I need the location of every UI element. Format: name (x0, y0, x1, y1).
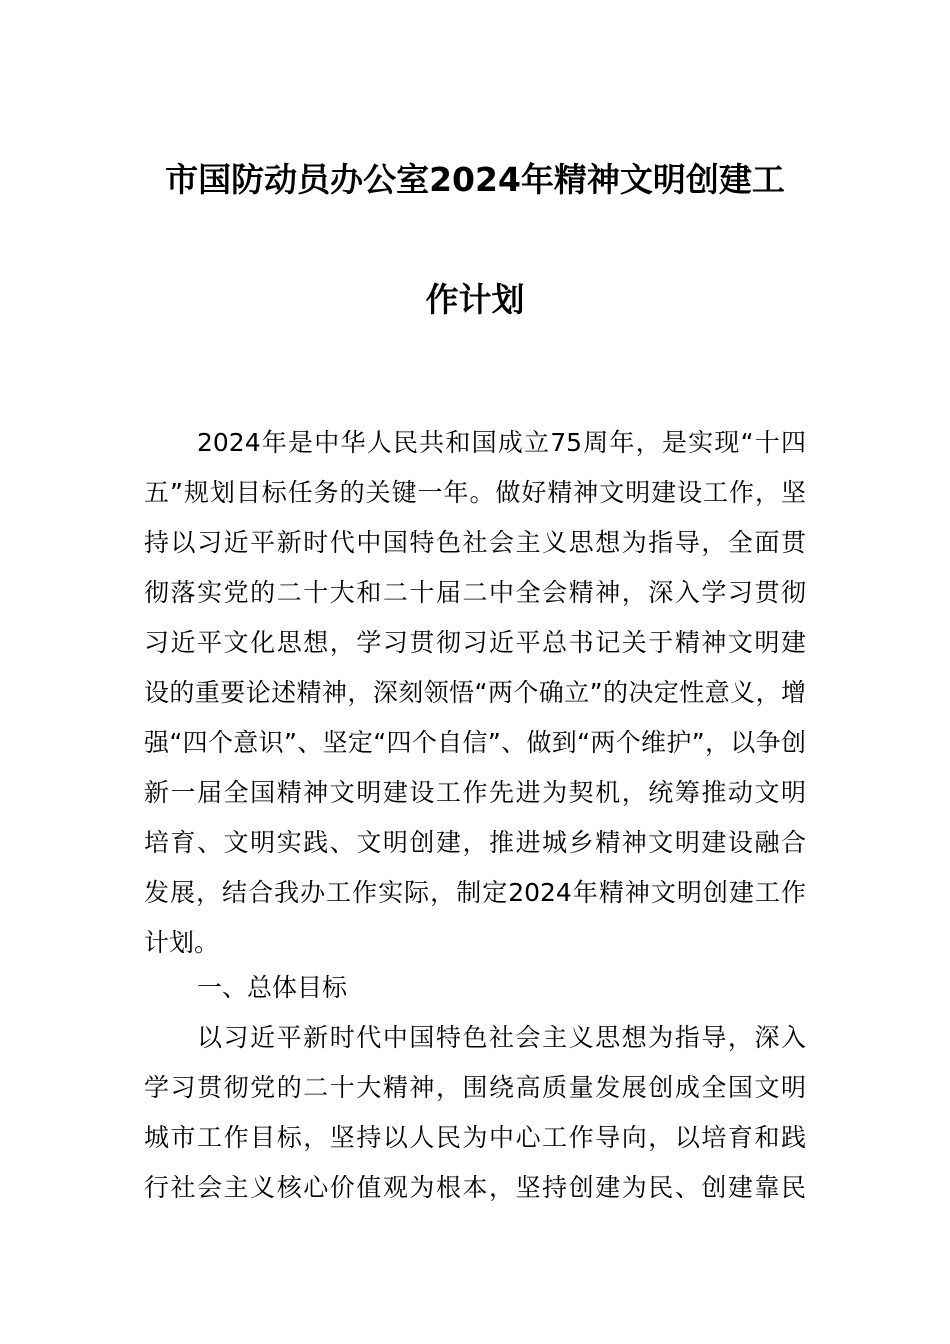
paragraph-line: 新一届全国精神文明建设工作先进为契机，统筹推动文明 (144, 778, 806, 807)
paragraph-line: 学习贯彻党的二十大精神，围绕高质量发展创成全国文明 (144, 1073, 806, 1102)
paragraph-line: 行社会主义核心价值观为根本，坚持创建为民、创建靠民 (144, 1173, 806, 1202)
section-heading-overall-goal: 一、总体目标 (197, 973, 348, 1002)
paragraph-line: 彻落实党的二十大和二十届二中全会精神，深入学习贯彻 (144, 578, 806, 607)
paragraph-line: 设的重要论述精神，深刻领悟“两个确立”的决定性意义，增 (144, 678, 806, 707)
paragraph-line: 习近平文化思想，学习贯彻习近平总书记关于精神文明建 (144, 628, 806, 657)
paragraph-line: 强“四个意识”、坚定“四个自信”、做到“两个维护”，以争创 (144, 728, 806, 757)
paragraph-line: 五”规划目标任务的关键一年。做好精神文明建设工作，坚 (144, 478, 806, 507)
paragraph-line: 城市工作目标，坚持以人民为中心工作导向，以培育和践 (144, 1123, 806, 1152)
paragraph-line: 2024年是中华人民共和国成立75周年，是实现“十四 (197, 428, 806, 457)
paragraph-line: 以习近平新时代中国特色社会主义思想为指导，深入 (197, 1023, 806, 1052)
document-title-line-1: 市国防动员办公室2024年精神文明创建工 (165, 160, 785, 199)
paragraph-line: 持以习近平新时代中国特色社会主义思想为指导，全面贯 (144, 528, 806, 557)
paragraph-line: 计划。 (144, 928, 220, 957)
paragraph-line: 培育、文明实践、文明创建，推进城乡精神文明建设融合 (144, 828, 806, 857)
paragraph-line: 发展，结合我办工作实际，制定2024年精神文明创建工作 (144, 878, 806, 907)
document-title-line-2: 作计划 (425, 280, 525, 319)
